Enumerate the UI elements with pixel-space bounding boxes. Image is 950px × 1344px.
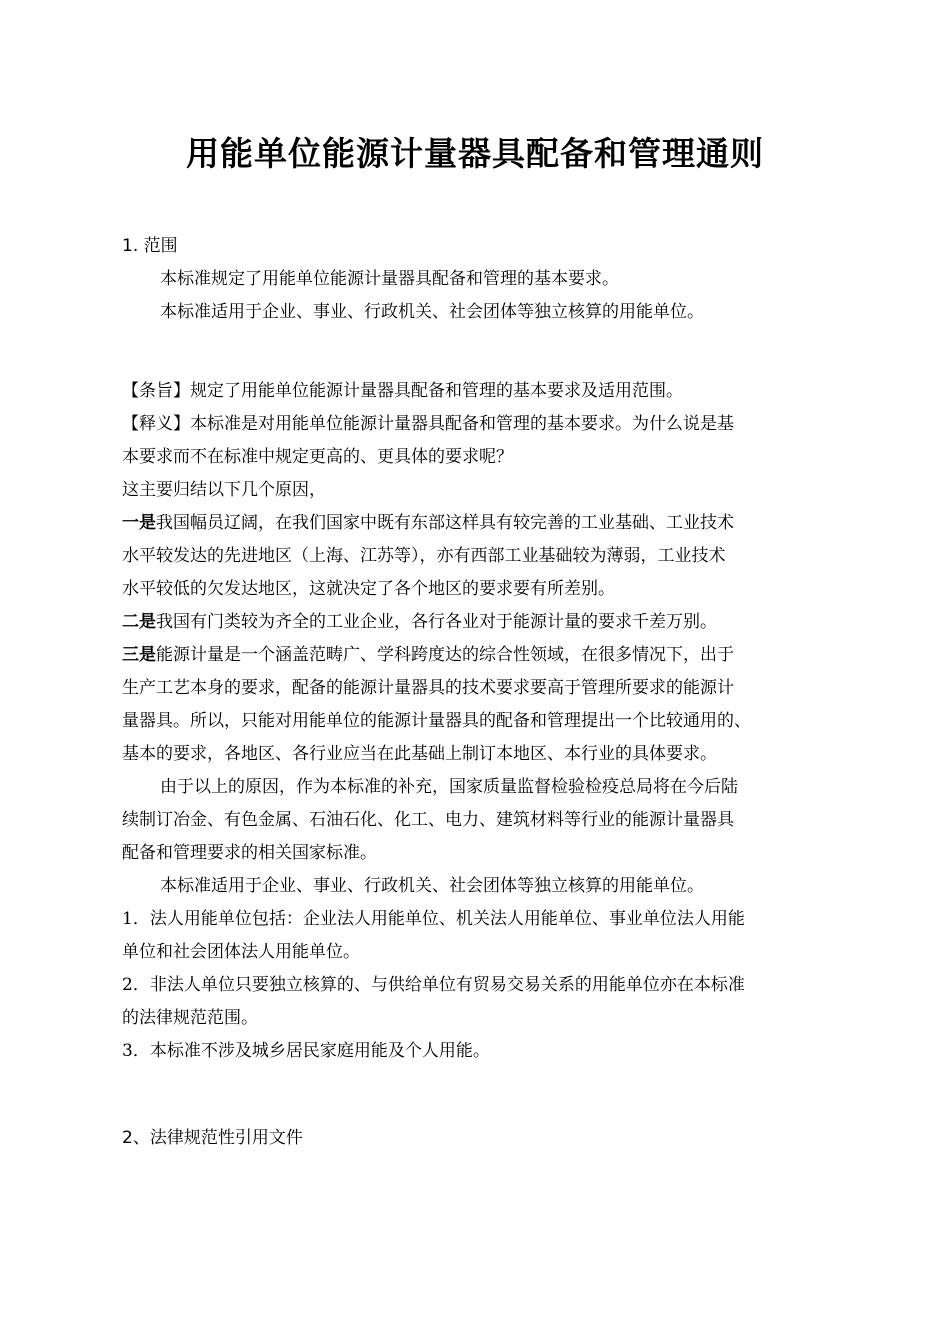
applies-paragraph: 本标准适用于企业、事业、行政机关、社会团体等独立核算的用能单位。	[160, 876, 704, 896]
supplement-line-2: 续制订冶金、有色金属、石油石化、化工、电力、建筑材料等行业的能源计量器具	[122, 810, 734, 830]
reason-1-line-3: 水平较低的欠发达地区，这就决定了各个地区的要求要有所差别。	[122, 579, 615, 599]
reason-3-text: 能源计量是一个涵盖范畴广、学科跨度达的综合性领域，在很多情况下，出于	[156, 645, 734, 665]
list-item-2-line-1: 2．非法人单位只要独立核算的、与供给单位有贸易交易关系的用能单位亦在本标准	[122, 975, 745, 995]
spacer	[122, 1068, 842, 1122]
reasons-intro: 这主要归结以下几个原因，	[122, 480, 326, 500]
list-item-1-line-1: 1．法人用能单位包括：企业法人用能单位、机关法人用能单位、事业单位法人用能	[122, 909, 745, 929]
document-title: 用能单位能源计量器具配备和管理通则	[186, 134, 764, 173]
gist-paragraph: 【条旨】规定了用能单位能源计量器具配备和管理的基本要求及适用范围。	[122, 381, 683, 401]
section-heading-scope: 1. 范围	[122, 236, 178, 256]
explanation-line-2: 本要求而不在标准中规定更高的、更具体的要求呢？	[122, 447, 513, 467]
list-item-1-line-2: 单位和社会团体法人用能单位。	[122, 942, 360, 962]
supplement-line-3: 配备和管理要求的相关国家标准。	[122, 843, 377, 863]
reason-3-label: 三是	[122, 645, 156, 665]
reason-2-label: 二是	[122, 612, 156, 632]
reason-1-line-1	[122, 507, 842, 540]
reason-1-line-2: 水平较发达的先进地区（上海、江苏等），亦有西部工业基础较为薄弱，工业技术	[122, 546, 726, 566]
reason-1-label: 一是	[122, 513, 156, 533]
document-body	[122, 230, 842, 1155]
reason-3-line-4: 基本的要求，各地区、各行业应当在此基础上制订本地区、本行业的具体要求。	[122, 744, 717, 764]
explanation-line-1: 【释义】本标准是对用能单位能源计量器具配备和管理的基本要求。为什么说是基	[122, 414, 734, 434]
scope-paragraph-1: 本标准规定了用能单位能源计量器具配备和管理的基本要求。	[160, 269, 619, 289]
reason-3-line-2: 生产工艺本身的要求，配备的能源计量器具的技术要求要高于管理所要求的能源计	[122, 678, 734, 698]
reason-1-text: 我国幅员辽阔，在我们国家中既有东部这样具有较完善的工业基础、工业技术	[156, 513, 734, 533]
spacer	[122, 329, 842, 375]
section-heading-references: 2、法律规范性引用文件	[122, 1128, 303, 1148]
scope-paragraph-2: 本标准适用于企业、事业、行政机关、社会团体等独立核算的用能单位。	[160, 302, 704, 322]
reason-3-line-1	[122, 639, 842, 672]
list-item-3: 3．本标准不涉及城乡居民家庭用能及个人用能。	[122, 1041, 490, 1061]
list-item-2-line-2: 的法律规范范围。	[122, 1008, 258, 1028]
reason-2-line-1	[122, 606, 842, 639]
supplement-line-1: 由于以上的原因，作为本标准的补充，国家质量监督检验检疫总局将在今后陆	[160, 777, 738, 797]
reason-3-line-3: 量器具。所以，只能对用能单位的能源计量器具的配备和管理提出一个比较通用的、	[122, 711, 751, 731]
reason-2-text: 我国有门类较为齐全的工业企业，各行各业对于能源计量的要求千差万别。	[156, 612, 717, 632]
